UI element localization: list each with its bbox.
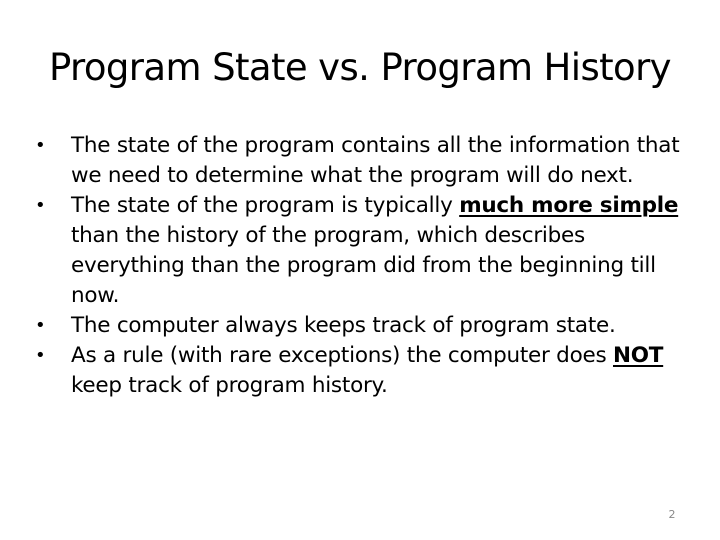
bullet-icon: • [35, 315, 46, 336]
emphasized-text: NOT [613, 343, 664, 368]
bullet-icon: • [35, 345, 46, 366]
bullet-list [35, 131, 685, 401]
emphasized-text: much more simple [459, 193, 679, 218]
page-number: 2 [668, 508, 676, 521]
bullet-icon: • [35, 195, 46, 216]
bullet-item-3 [35, 311, 685, 341]
bullet-item-1 [35, 131, 685, 191]
bullet-text-after: than the history of the program, which describes everything than the program did from the beginning till now. [71, 223, 656, 308]
bullet-text: The state of the program contains all the information that we need to determine what the program will do next. [71, 133, 680, 188]
bullet-text-after: keep track of program history. [71, 373, 388, 398]
bullet-item-2 [35, 191, 685, 311]
bullet-icon: • [35, 135, 46, 156]
bullet-text-before: The state of the program is typically [71, 193, 460, 218]
bullet-item-4 [35, 341, 685, 401]
bullet-text: The computer always keeps track of program state. [71, 313, 616, 338]
bullet-text-before: As a rule (with rare exceptions) the computer does [71, 343, 613, 368]
slide-title: Program State vs. Program History [49, 46, 671, 89]
